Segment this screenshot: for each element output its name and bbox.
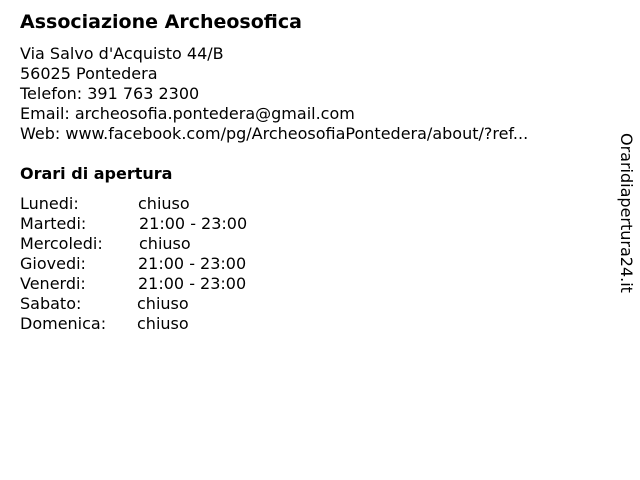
email-line: Email: archeosofia.pontedera@gmail.com: [20, 104, 355, 123]
day-hours: chiuso: [138, 194, 190, 213]
day-hours: 21:00 - 23:00: [138, 274, 247, 293]
day-label: Sabato:: [20, 294, 82, 313]
hours-table: [20, 194, 320, 334]
city-line: 56025 Pontedera: [20, 64, 158, 83]
site-watermark: [612, 133, 636, 313]
day-hours: 21:00 - 23:00: [139, 214, 248, 233]
hours-row-thursday: [20, 254, 320, 274]
phone-line: Telefon: 391 763 2300: [20, 84, 200, 103]
day-hours: 21:00 - 23:00: [138, 254, 247, 273]
day-label: Mercoledi:: [20, 234, 103, 253]
day-label: Martedi:: [20, 214, 87, 233]
address-line: Via Salvo d'Acquisto 44/B: [20, 44, 224, 63]
day-hours: chiuso: [137, 294, 189, 313]
hours-row-saturday: [20, 294, 320, 314]
hours-row-tuesday: [20, 214, 320, 234]
day-label: Domenica:: [20, 314, 107, 333]
contact-block: [20, 44, 528, 144]
hours-row-wednesday: [20, 234, 320, 254]
day-hours: chiuso: [137, 314, 189, 333]
hours-row-monday: [20, 194, 320, 214]
hours-heading: Orari di apertura: [20, 164, 173, 183]
day-label: Lunedi:: [20, 194, 79, 213]
day-hours: chiuso: [139, 234, 191, 253]
day-label: Venerdi:: [20, 274, 86, 293]
hours-row-sunday: [20, 314, 320, 334]
hours-row-friday: [20, 274, 320, 294]
site-watermark-text: Oraridiapertura24.it: [617, 133, 636, 293]
day-label: Giovedi:: [20, 254, 86, 273]
business-name: Associazione Archeosofica: [20, 11, 302, 33]
web-line: Web: www.facebook.com/pg/ArcheosofiaPontedera/about/?ref...: [20, 124, 529, 143]
